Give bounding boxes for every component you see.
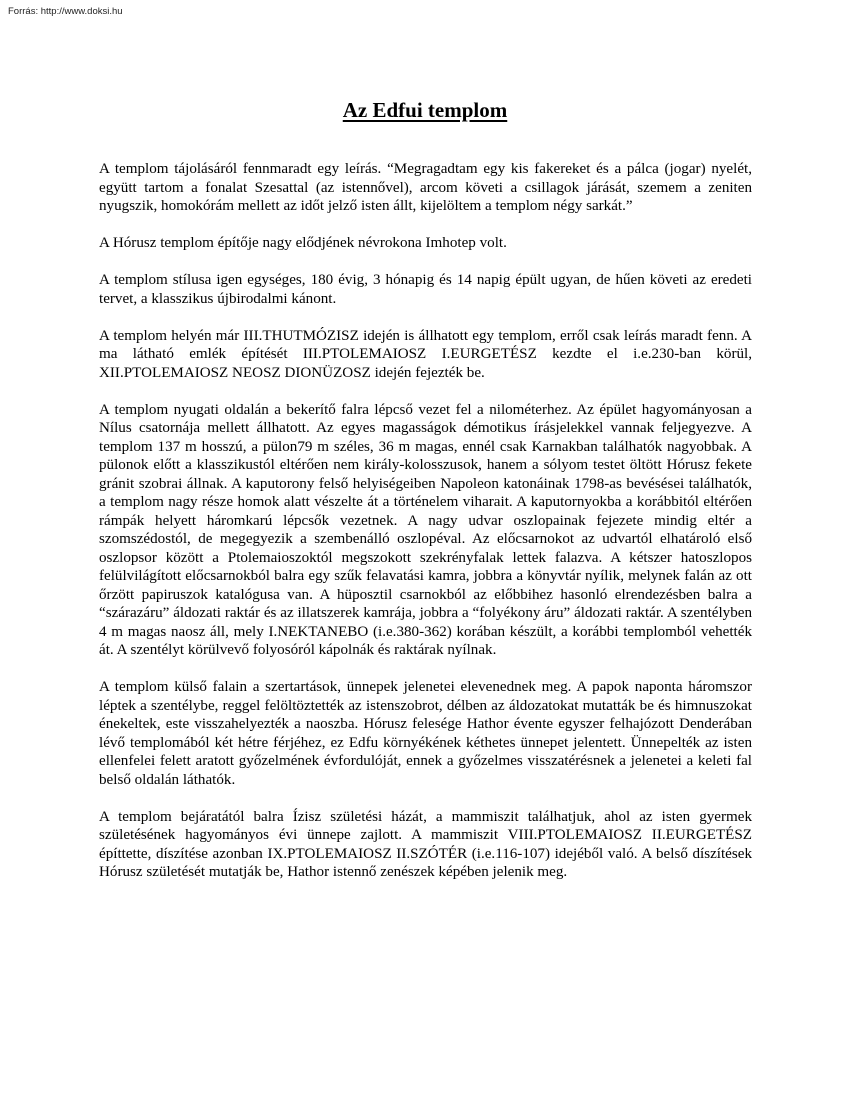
paragraph: A templom helyén már III.THUTMÓZISZ idején is állhatott egy templom, erről csak leírás maradt fenn. A ma látható emlék építését III.PTOLEMAIOSZ I.EURGETÉSZ kezdte el i.e.230-ban körül, XII.PTOLEMAIOSZ NEOSZ DIONÜZOSZ idején fejezték be. (99, 327, 752, 381)
paragraph: A templom stílusa igen egységes, 180 évig, 3 hónapig és 14 napig épült ugyan, de hűen követi az eredeti tervet, a klasszikus újbirodalmi kánont. (99, 272, 752, 307)
paragraph: A templom bejáratától balra Ízisz születési házát, a mammiszit találhatjuk, ahol az isten gyermek születésének hagyományos évi ünnepe zajlott. A mammiszit VIII.PTOLEMAIOSZ II.EURGETÉSZ építtette, díszítése azonban IX.PTOLEMAIOSZ II.SZÓTÉR (i.e.116-107) idejéből való. A belső díszítések Hórusz születését mutatják be, Hathor istennő zenészek képében jelenik meg. (99, 808, 752, 880)
source-note: Forrás: http://www.doksi.hu (8, 6, 123, 17)
paragraph: A templom tájolásáról fennmaradt egy leírás. “Megragadtam egy kis fakereket és a pálca (jogar) nyelét, együtt tartom a fonalat Szesattal (az istennővel), arcom követi a csillagok járását, szemem a zeniten nyugszik, homokórám mellett az időt jelző isten állt, kijelöltem a templom négy sarkát.” (99, 161, 752, 214)
document-body (99, 160, 752, 900)
paragraph: A Hórusz templom építője nagy elődjének névrokona Imhotep volt. (99, 235, 507, 251)
paragraph: A templom külső falain a szertartások, ünnepek jelenetei elevenednek meg. A papok naponta háromszor léptek a szentélybe, reggel felöltöztették az istenszobrot, délben az áldozatokat mutatták be és himnuszokat énekeltek, este visszahelyezték a naoszba. Hórusz felesége Hathor évente egyszer felhajózott Denderában lévő templomából két hétre férjéhez, ez Edfu környékének kéthetes ünnepet jelentett. Ünnepelték az isten ellenfelei felett aratott győzelmének évfordulóját, ennek a győzelmes visszatérésnek a jelenetei a keleti fal belső oldalán láthatók. (99, 679, 752, 788)
page-title: Az Edfui templom (342, 98, 508, 122)
paragraph: A templom nyugati oldalán a bekerítő falra lépcső vezet fel a nilométerhez. Az épület hagyományosan a Nílus csatornája mellett állhatott. Az egyes magasságok démotikus írásjelekkel vannak feljegyezve. A templom 137 m hosszú, a pülon79 m széles, 36 m magas, ennél csak Karnakban találhatók nagyobbak. A pülonok előtt a klasszikustól eltérően nem király-kolosszusok, hanem a sólyom testet öltött Hórusz fekete gránit szobrai állnak. A kaputorony felső helyiségeiben Napoleon katonáinak 1798-as bevésései találhatók, a templom nagy része homok alatt vészelte át a történelem viharait. A kaputornyokba a korábbitól eltérően rámpák helyett háromkarú lépcsők vezetnek. A nagy udvar oszlopainak fejezete mindig eltér a szomszédostól, de megegyezik a szembenálló oszlopéval. Az előcsarnokot az udvartól elhatároló első oszlopsor között a Ptolemaioszoktól megszokott szekrényfalak lettek falazva. A kétszer hatoszlopos felülvilágított előcsarnokból balra egy szűk felavatási kamra, jobbra a könyvtár nyílik, melynek falán az ott őrzött papiruszok katalógusa van. A hüposztil csarnokból az előbbihez hasonló elrendezésben balra a “szárazáru” áldozati raktár és az illatszerek kamrája, jobbra a “folyékony áru” áldozati raktár. A szentélyben 4 m magas naosz áll, mely I.NEKTANEBO (i.e.380-362) korában készült, a korábbi templomból vehették át. A szentélyt körülvevő folyosóról kápolnák és raktárak nyílnak. (99, 401, 752, 658)
